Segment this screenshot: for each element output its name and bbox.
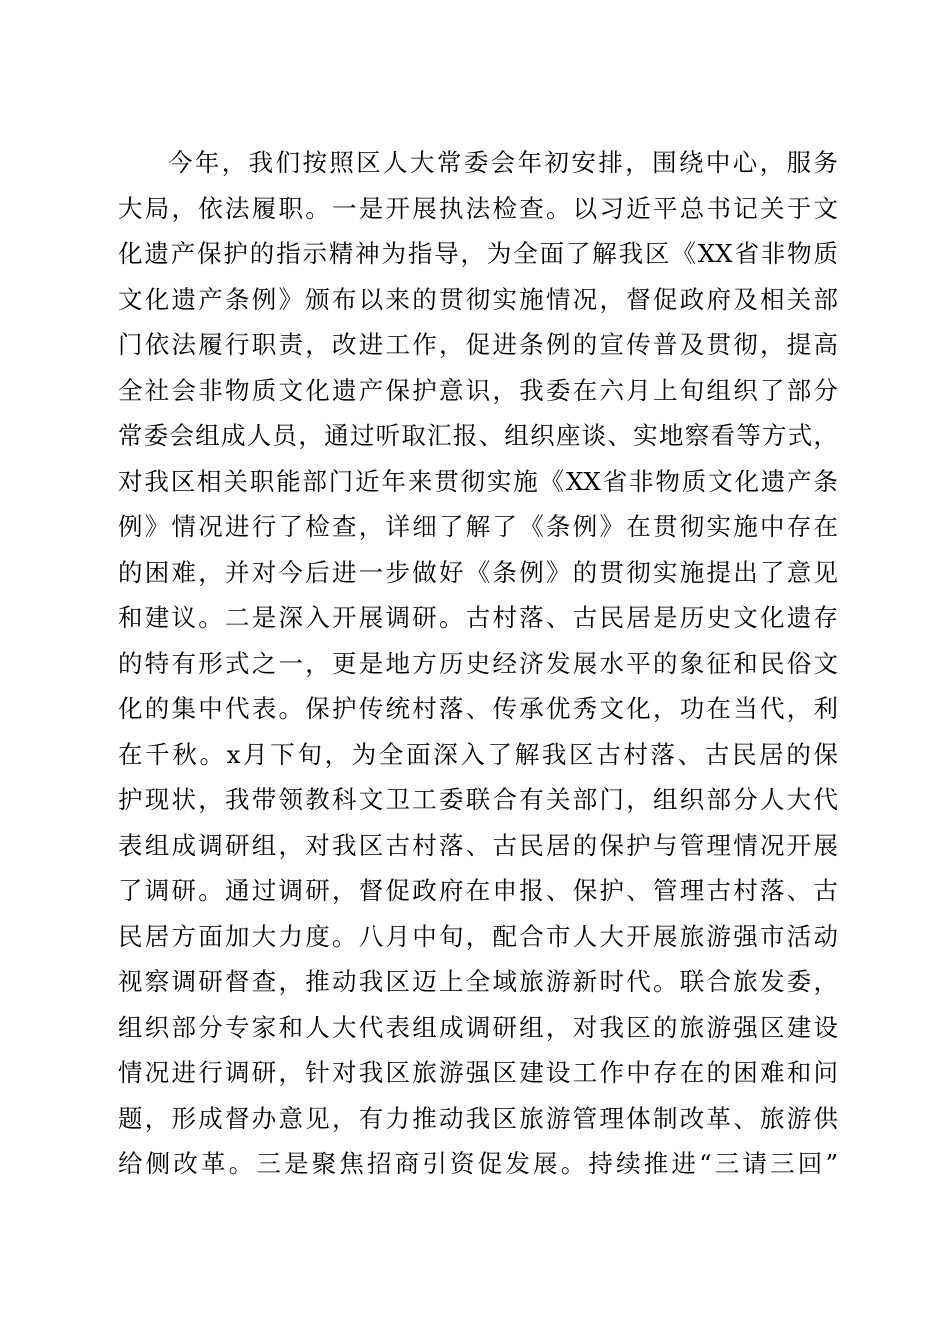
body-paragraph xyxy=(118,140,838,1187)
paragraph-line: 情况进行调研，针对我区旅游强区建设工作中存在的困难和问 xyxy=(118,1058,838,1087)
paragraph-line: 的特有形式之一，更是地方历史经济发展水平的象征和民俗文 xyxy=(118,648,838,678)
paragraph-line: 和建议。二是深入开展调研。古村落、古民居是历史文化遗存 xyxy=(118,603,838,632)
paragraph-line: 的困难，并对今后进一步做好《条例》的贯彻实施提出了意见 xyxy=(118,557,838,587)
paragraph-line: 化的集中代表。保护传统村落、传承优秀文化，功在当代，利 xyxy=(118,694,838,723)
paragraph-line: 在千秋。x月下旬，为全面深入了解我区古村落、古民居的保 xyxy=(118,739,838,769)
paragraph-line: 大局，依法履职。一是开展执法检查。以习近平总书记关于文 xyxy=(118,193,838,223)
paragraph-line: 给侧改革。三是聚焦招商引资促发展。持续推进“三请三回” xyxy=(118,1149,838,1178)
paragraph-line: 题，形成督办意见，有力推动我区旅游管理体制改革、旅游供 xyxy=(118,1103,838,1133)
paragraph-line: 对我区相关职能部门近年来贯彻实施《XX省非物质文化遗产条 xyxy=(118,466,838,496)
paragraph-line: 文化遗产条例》颁布以来的贯彻实施情况，督促政府及相关部 xyxy=(118,284,838,314)
paragraph-line: 常委会组成人员，通过听取汇报、组织座谈、实地察看等方式， xyxy=(118,421,838,450)
paragraph-line: 全社会非物质文化遗产保护意识，我委在六月上旬组织了部分 xyxy=(118,375,838,405)
paragraph-line: 例》情况进行了检查，详细了解了《条例》在贯彻实施中存在 xyxy=(118,512,838,541)
paragraph-line: 今年，我们按照区人大常委会年初安排，围绕中心，服务 xyxy=(168,148,838,177)
paragraph-line: 民居方面加大力度。八月中旬，配合市人大开展旅游强市活动 xyxy=(118,921,838,951)
paragraph-line: 门依法履行职责，改进工作，促进条例的宣传普及贯彻，提高 xyxy=(118,330,838,359)
paragraph-line: 化遗产保护的指示精神为指导，为全面了解我区《XX省非物质 xyxy=(118,239,838,268)
paragraph-line: 组织部分专家和人大代表组成调研组，对我区的旅游强区建设 xyxy=(118,1012,838,1042)
paragraph-line: 护现状，我带领教科文卫工委联合有关部门，组织部分人大代 xyxy=(118,785,838,814)
paragraph-line: 视察调研督查，推动我区迈上全域旅游新时代。联合旅发委， xyxy=(118,967,838,996)
paragraph-line: 了调研。通过调研，督促政府在申报、保护、管理古村落、古 xyxy=(118,876,838,905)
paragraph-line: 表组成调研组，对我区古村落、古民居的保护与管理情况开展 xyxy=(118,830,838,860)
